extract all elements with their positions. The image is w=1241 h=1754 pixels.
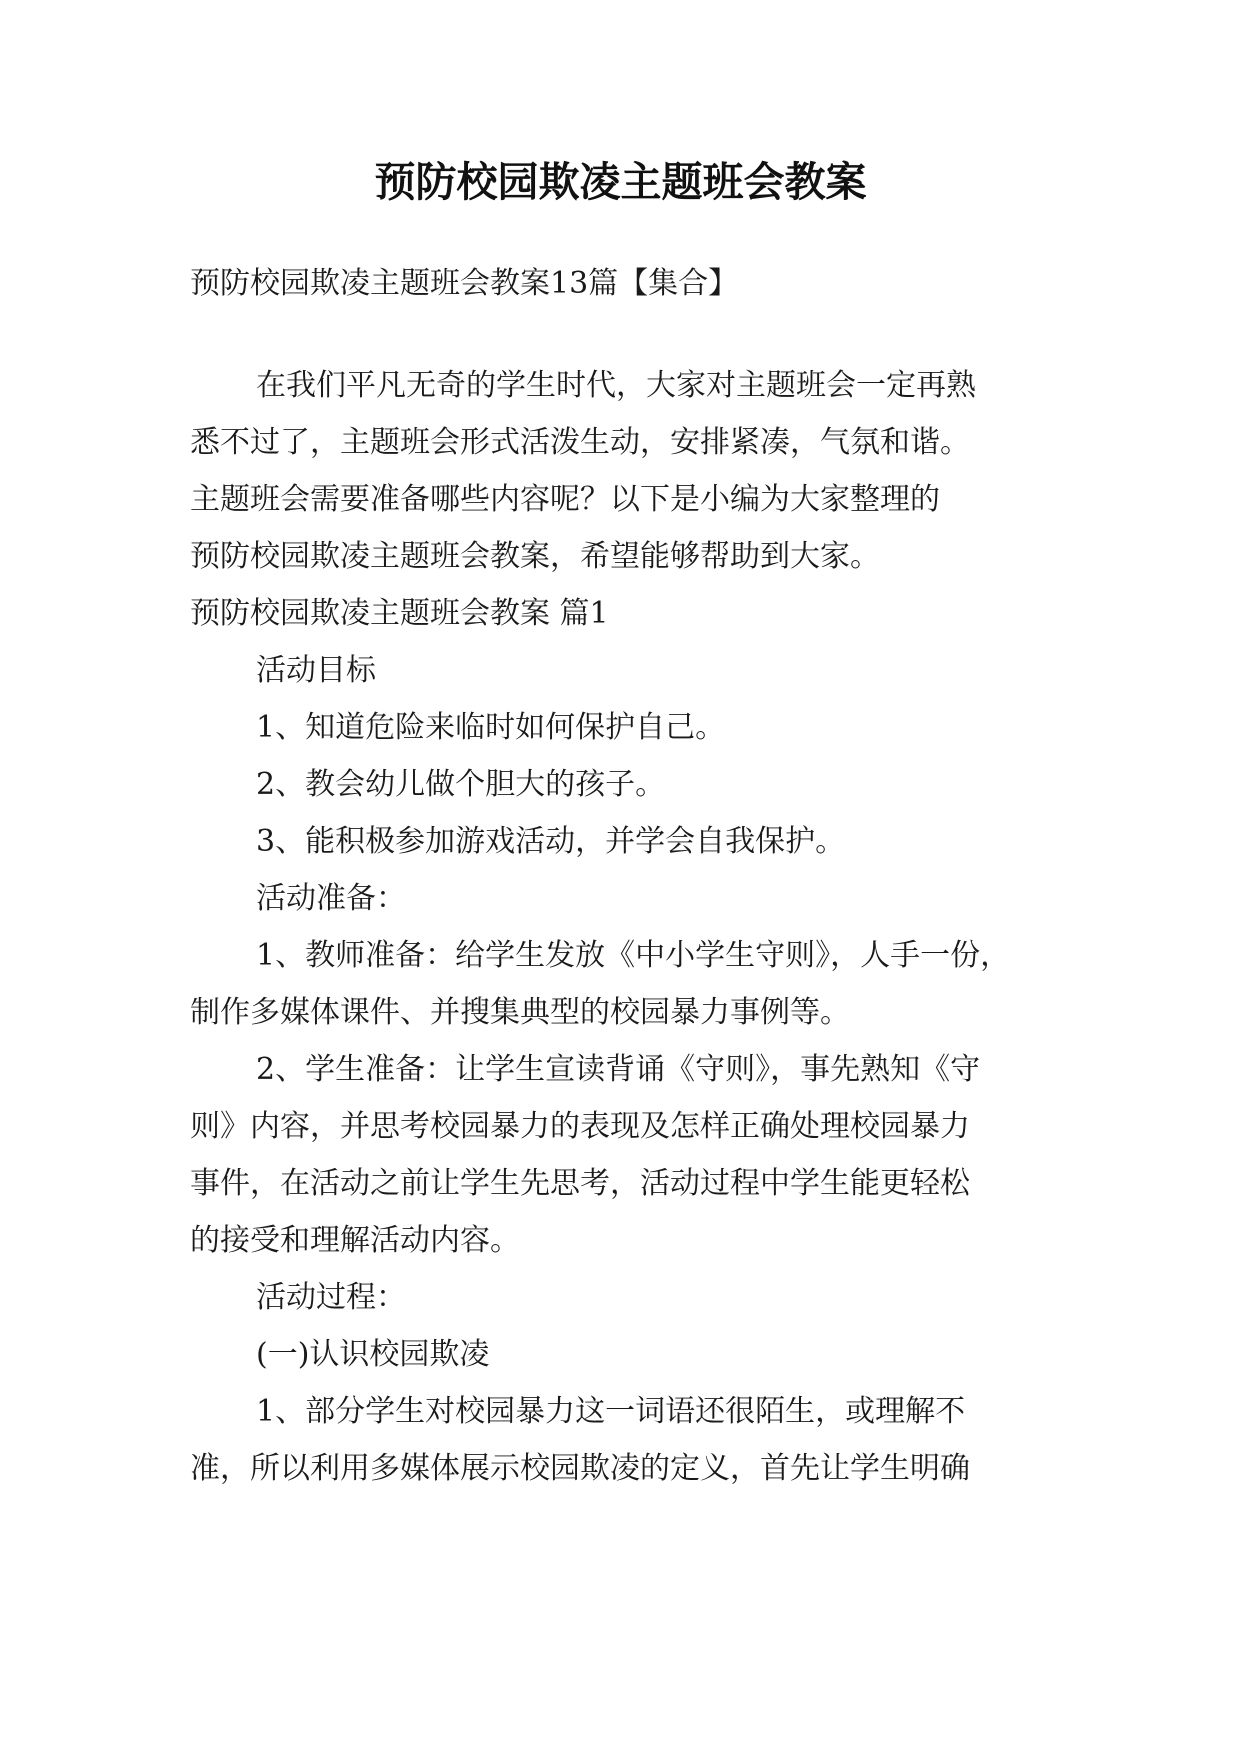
goal-heading: 活动目标 — [256, 653, 376, 688]
document-title: 预防校园欺凌主题班会教案 — [374, 158, 867, 206]
intro-line-2: 悉不过了，主题班会形式活泼生动，安排紧凑，气氛和谐。 — [190, 425, 970, 460]
prep-item-1-line-2: 制作多媒体课件、并搜集典型的校园暴力事例等。 — [190, 995, 850, 1030]
document-subtitle: 预防校园欺凌主题班会教案13篇【集合】 — [190, 266, 739, 301]
prep-item-2-line-4: 的接受和理解活动内容。 — [190, 1223, 520, 1258]
prep-item-1-line-1: 1、教师准备：给学生发放《中小学生守则》，人手一份， — [256, 938, 1011, 973]
goal-item-3: 3、能积极参加游戏活动，并学会自我保护。 — [256, 824, 846, 859]
process-heading: 活动过程： — [256, 1280, 406, 1315]
prep-item-2-line-3: 事件，在活动之前让学生先思考，活动过程中学生能更轻松 — [190, 1166, 970, 1201]
process-subheading: (一)认识校园欺凌 — [256, 1337, 490, 1372]
intro-line-1: 在我们平凡无奇的学生时代，大家对主题班会一定再熟 — [256, 368, 976, 403]
goal-item-2: 2、教会幼儿做个胆大的孩子。 — [256, 767, 666, 802]
intro-line-4: 预防校园欺凌主题班会教案，希望能够帮助到大家。 — [190, 539, 880, 574]
process-item-1-line-2: 准，所以利用多媒体展示校园欺凌的定义，首先让学生明确 — [190, 1451, 970, 1486]
prep-item-2-line-2: 则》内容，并思考校园暴力的表现及怎样正确处理校园暴力 — [190, 1109, 970, 1144]
intro-line-3: 主题班会需要准备哪些内容呢？以下是小编为大家整理的 — [190, 482, 940, 517]
goal-item-1: 1、知道危险来临时如何保护自己。 — [256, 710, 726, 745]
section-heading: 预防校园欺凌主题班会教案 篇1 — [190, 596, 609, 631]
prep-item-2-line-1: 2、学生准备：让学生宣读背诵《守则》，事先熟知《守 — [256, 1052, 981, 1087]
prep-heading: 活动准备： — [256, 881, 406, 916]
process-item-1-line-1: 1、部分学生对校园暴力这一词语还很陌生，或理解不 — [256, 1394, 966, 1429]
